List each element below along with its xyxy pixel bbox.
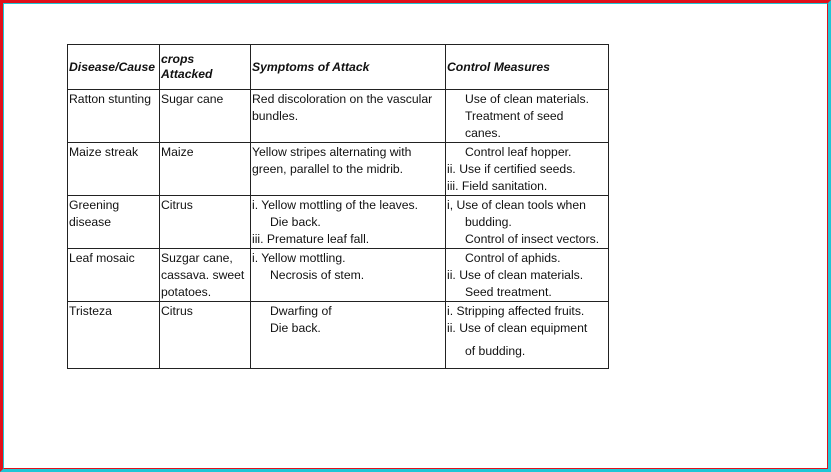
disease-cell: Tristeza [68, 302, 160, 369]
symptoms-cell: Red discoloration on the vascular bundles. [251, 90, 446, 143]
table-row [68, 90, 609, 143]
table-header-row [68, 45, 609, 90]
symptoms-cell: i. Yellow mottling of the leaves. Die back. iii. Premature leaf fall. [251, 196, 446, 249]
table-row [68, 143, 609, 196]
header-disease: Disease/Cause [68, 45, 160, 90]
control-cell: Use of clean materials. Treatment of seed canes. [446, 90, 609, 143]
disease-cell: Leaf mosaic [68, 249, 160, 302]
crops-cell: Maize [160, 143, 251, 196]
header-crops: crops Attacked [160, 45, 251, 90]
crops-cell: Citrus [160, 302, 251, 369]
header-symptoms: Symptoms of Attack [251, 45, 446, 90]
header-control: Control Measures [446, 45, 609, 90]
disease-table [67, 44, 609, 369]
disease-cell: Maize streak [68, 143, 160, 196]
control-cell: Control leaf hopper. ii. Use if certified seeds. iii. Field sanitation. [446, 143, 609, 196]
control-cell: i. Stripping affected fruits. ii. Use of clean equipment of budding. [446, 302, 609, 369]
crops-cell: Sugar cane [160, 90, 251, 143]
table-row [68, 196, 609, 249]
symptoms-cell: Dwarfing of Die back. [251, 302, 446, 369]
disease-cell: Greening disease [68, 196, 160, 249]
disease-cell: Ratton stunting [68, 90, 160, 143]
symptoms-cell: Yellow stripes alternating with green, parallel to the midrib. [251, 143, 446, 196]
crops-cell: Citrus [160, 196, 251, 249]
control-cell: Control of aphids. ii. Use of clean materials. Seed treatment. [446, 249, 609, 302]
control-cell: i, Use of clean tools when budding. Control of insect vectors. [446, 196, 609, 249]
symptoms-cell: i. Yellow mottling. Necrosis of stem. [251, 249, 446, 302]
table-row [68, 249, 609, 302]
table-row [68, 302, 609, 369]
crops-cell: Suzgar cane, cassava. sweet potatoes. [160, 249, 251, 302]
